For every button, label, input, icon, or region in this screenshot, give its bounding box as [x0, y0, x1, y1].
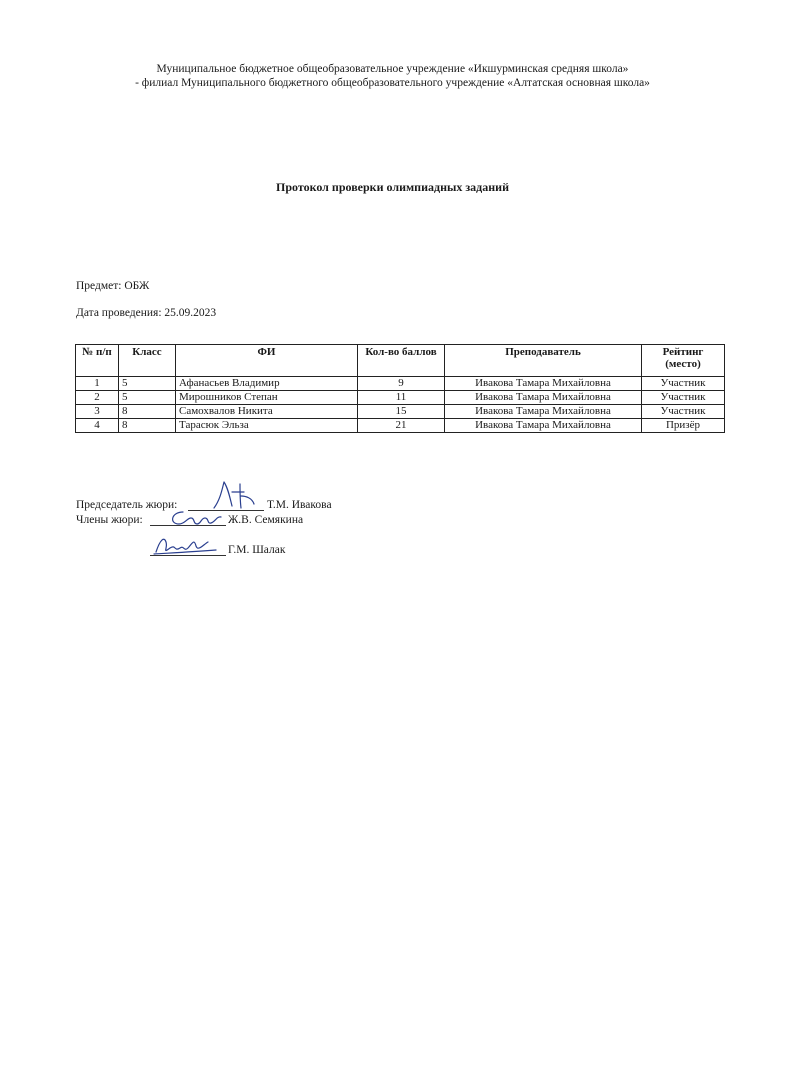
chair-label: Председатель жюри:: [76, 499, 178, 511]
cell-score: 11: [358, 391, 445, 405]
cell-num: 2: [76, 391, 119, 405]
table-row: [76, 377, 725, 391]
cell-rank: Призёр: [642, 419, 725, 433]
institution-name-line1: Муниципальное бюджетное общеобразовательное учреждение «Икшурминская средняя школа»: [156, 63, 629, 75]
header-class: Класс: [119, 345, 176, 377]
cell-rank: Участник: [642, 391, 725, 405]
cell-rank: Участник: [642, 405, 725, 419]
cell-class: 5: [119, 377, 176, 391]
cell-rank: Участник: [642, 377, 725, 391]
cell-teacher: Ивакова Тамара Михайловна: [445, 419, 642, 433]
header-score: Кол-во баллов: [358, 345, 445, 377]
document-title: Протокол проверки олимпиадных заданий: [276, 180, 509, 194]
header-teacher: Преподаватель: [445, 345, 642, 377]
cell-num: 1: [76, 377, 119, 391]
cell-name: Афанасьев Владимир: [176, 377, 358, 391]
subject-line: Предмет: ОБЖ: [76, 280, 150, 292]
table-header-row: [76, 345, 725, 377]
header-num: № п/п: [76, 345, 119, 377]
cell-class: 8: [119, 419, 176, 433]
cell-name: Самохвалов Никита: [176, 405, 358, 419]
cell-num: 4: [76, 419, 119, 433]
member2-signature: [150, 534, 220, 558]
table-row: [76, 391, 725, 405]
chair-name: Т.М. Ивакова: [267, 499, 332, 511]
table-row: [76, 419, 725, 433]
cell-name: Тарасюк Эльза: [176, 419, 358, 433]
cell-class: 8: [119, 405, 176, 419]
cell-score: 15: [358, 405, 445, 419]
member2-name: Г.М. Шалак: [228, 544, 286, 556]
cell-class: 5: [119, 391, 176, 405]
results-table: [75, 344, 725, 433]
date-line: Дата проведения: 25.09.2023: [76, 307, 217, 319]
cell-teacher: Ивакова Тамара Михайловна: [445, 377, 642, 391]
member1-signature: [165, 508, 225, 530]
cell-teacher: Ивакова Тамара Михайловна: [445, 405, 642, 419]
cell-score: 9: [358, 377, 445, 391]
institution-name-line2: - филиал Муниципального бюджетного общеобразовательного учреждение «Алтатская основная школа»: [135, 77, 650, 89]
cell-teacher: Ивакова Тамара Михайловна: [445, 391, 642, 405]
cell-score: 21: [358, 419, 445, 433]
member1-name: Ж.В. Семякина: [228, 514, 304, 526]
members-label: Члены жюри:: [76, 514, 143, 526]
cell-num: 3: [76, 405, 119, 419]
header-name: ФИ: [176, 345, 358, 377]
header-rank: Рейтинг (место): [642, 345, 725, 377]
cell-name: Мирошников Степан: [176, 391, 358, 405]
table-row: [76, 405, 725, 419]
